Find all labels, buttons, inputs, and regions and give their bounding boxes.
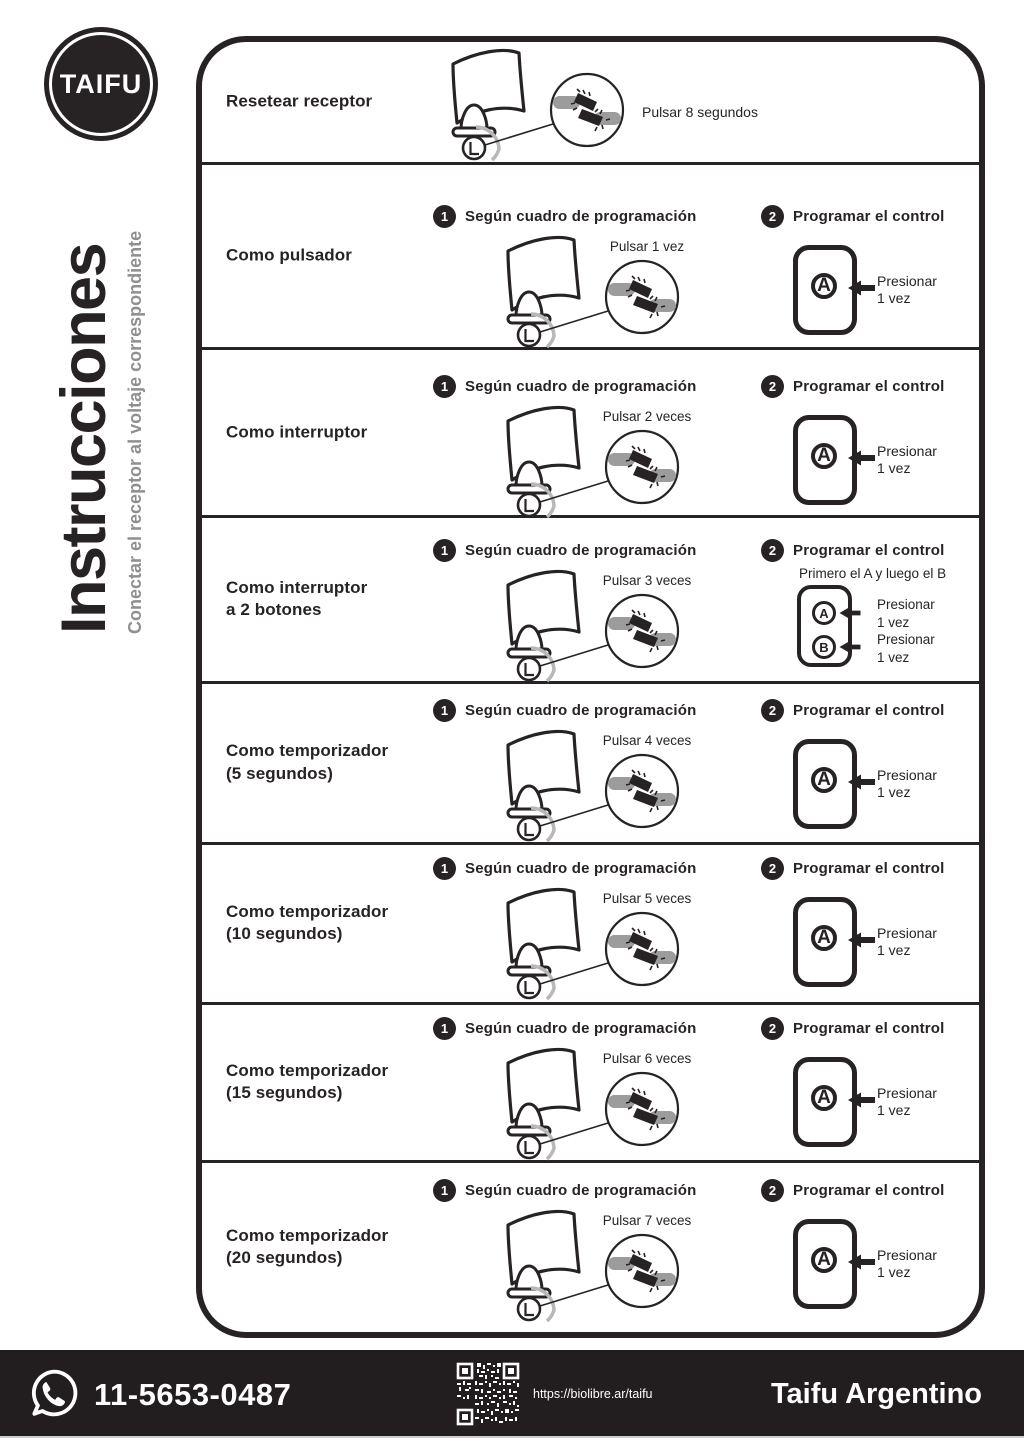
row-temporizador-20s bbox=[202, 1163, 979, 1332]
step-2-heading: 2 Programar el control bbox=[761, 699, 945, 722]
row-resetear-receptor bbox=[202, 42, 979, 165]
row-temporizador-5s bbox=[202, 684, 979, 845]
step-1-heading: 1 Según cuadro de programación bbox=[433, 205, 696, 228]
button-b: B bbox=[812, 635, 836, 659]
pulsar-label: Pulsar 2 veces bbox=[602, 409, 692, 424]
step-1-heading: 1 Según cuadro de programación bbox=[433, 1017, 696, 1040]
press-arrow-icon bbox=[848, 1091, 875, 1109]
press-label: Presionar 1 vez bbox=[877, 1085, 937, 1118]
remote-illustration bbox=[793, 1057, 993, 1152]
qr-code bbox=[455, 1361, 521, 1427]
receiver-illustration bbox=[502, 405, 682, 520]
press-label: Presionar 1 vez bbox=[877, 767, 937, 800]
step-1-badge: 1 bbox=[433, 375, 456, 398]
row-como-interruptor-2-botones bbox=[202, 518, 979, 684]
step-2-badge: 2 bbox=[761, 205, 784, 228]
step-2-badge: 2 bbox=[761, 1179, 784, 1202]
press-arrow-icon bbox=[837, 606, 863, 620]
reset-caption: Pulsar 8 segundos bbox=[642, 104, 758, 120]
press-arrow-icon bbox=[848, 279, 875, 297]
remote-control bbox=[793, 415, 857, 505]
row-title: Como interruptor a 2 botones bbox=[226, 577, 368, 620]
step-2-badge: 2 bbox=[761, 375, 784, 398]
press-arrow-icon bbox=[837, 640, 863, 654]
step-1-heading: 1 Según cuadro de programación bbox=[433, 1179, 696, 1202]
page-title: Instrucciones bbox=[49, 243, 119, 634]
pulsar-label: Pulsar 5 veces bbox=[602, 891, 692, 906]
press-label: Presionar 1 vez bbox=[877, 443, 937, 476]
remote-control bbox=[793, 739, 857, 829]
taifu-logo bbox=[44, 27, 158, 141]
receiver-illustration bbox=[502, 1209, 682, 1324]
button-a: A bbox=[811, 443, 837, 469]
press-label: Presionar 1 vez Presionar 1 vez bbox=[877, 597, 935, 665]
remote-control bbox=[797, 585, 852, 667]
remote-illustration bbox=[793, 739, 993, 834]
step-1-badge: 1 bbox=[433, 1179, 456, 1202]
step-1-badge: 1 bbox=[433, 699, 456, 722]
footer-bar bbox=[0, 1350, 1024, 1438]
step-1-heading: 1 Según cuadro de programación bbox=[433, 857, 696, 880]
row-temporizador-15s bbox=[202, 1005, 979, 1163]
row-title: Como temporizador (10 segundos) bbox=[226, 901, 389, 944]
remote-illustration bbox=[793, 1219, 993, 1314]
row-title: Como temporizador (5 segundos) bbox=[226, 741, 389, 783]
remote-control bbox=[793, 1057, 857, 1147]
pulsar-label: Pulsar 4 veces bbox=[602, 733, 692, 748]
ab-order-note: Primero el A y luego el B bbox=[799, 566, 947, 581]
pulsar-label: Pulsar 1 vez bbox=[609, 239, 685, 254]
remote-illustration-two-buttons bbox=[797, 585, 1017, 675]
receiver-illustration bbox=[502, 235, 682, 350]
row-title: Como temporizador (15 segundos) bbox=[226, 1060, 389, 1103]
row-temporizador-10s bbox=[202, 845, 979, 1005]
row-title: Resetear receptor bbox=[226, 91, 373, 111]
button-a: A bbox=[812, 601, 836, 625]
receiver-illustration bbox=[502, 1047, 682, 1162]
logo-text: TAIFU bbox=[59, 68, 143, 99]
remote-control bbox=[793, 245, 857, 335]
pulsar-label: Pulsar 6 veces bbox=[602, 1051, 692, 1066]
receiver-illustration bbox=[447, 48, 627, 163]
row-title: Como pulsador bbox=[226, 245, 352, 265]
remote-control bbox=[793, 897, 857, 987]
button-a: A bbox=[811, 767, 837, 793]
step-2-heading: 2 Programar el control bbox=[761, 205, 945, 228]
receiver-illustration bbox=[502, 887, 682, 1002]
step-2-heading: 2 Programar el control bbox=[761, 375, 945, 398]
step-2-heading: 2 Programar el control bbox=[761, 539, 945, 562]
remote-control bbox=[793, 1219, 857, 1309]
row-title: Como interruptor bbox=[226, 422, 368, 442]
step-2-heading: 2 Programar el control bbox=[761, 1017, 945, 1040]
step-2-badge: 2 bbox=[761, 539, 784, 562]
button-a: A bbox=[811, 1247, 837, 1273]
phone-number: 11-5653-0487 bbox=[94, 1377, 292, 1412]
footer-brand: Taifu Argentino bbox=[770, 1378, 982, 1410]
step-2-badge: 2 bbox=[761, 699, 784, 722]
pulsar-label: Pulsar 7 veces bbox=[602, 1213, 692, 1228]
button-a: A bbox=[811, 1085, 837, 1111]
step-1-heading: 1 Según cuadro de programación bbox=[433, 699, 696, 722]
step-2-badge: 2 bbox=[761, 857, 784, 880]
row-como-interruptor bbox=[202, 350, 979, 518]
remote-illustration bbox=[793, 245, 993, 340]
pulsar-label: Pulsar 3 veces bbox=[602, 573, 692, 588]
step-1-heading: 1 Según cuadro de programación bbox=[433, 539, 696, 562]
press-arrow-icon bbox=[848, 1253, 875, 1271]
row-como-pulsador bbox=[202, 165, 979, 350]
button-a: A bbox=[811, 925, 837, 951]
press-arrow-icon bbox=[848, 773, 875, 791]
step-2-heading: 2 Programar el control bbox=[761, 857, 945, 880]
row-title: Como temporizador (20 segundos) bbox=[226, 1225, 389, 1268]
step-1-badge: 1 bbox=[433, 205, 456, 228]
remote-illustration bbox=[793, 897, 993, 992]
remote-illustration bbox=[793, 415, 993, 510]
step-1-badge: 1 bbox=[433, 539, 456, 562]
page-subtitle: Conectar el receptor al voltaje correspondiente bbox=[125, 230, 145, 634]
step-1-badge: 1 bbox=[433, 1017, 456, 1040]
press-label: Presionar 1 vez bbox=[877, 925, 937, 958]
press-arrow-icon bbox=[848, 931, 875, 949]
instructions-panel bbox=[196, 36, 985, 1338]
step-1-heading: 1 Según cuadro de programación bbox=[433, 375, 696, 398]
step-1-badge: 1 bbox=[433, 857, 456, 880]
button-a: A bbox=[811, 273, 837, 299]
footer-url: https://biolibre.ar/taifu bbox=[533, 1387, 653, 1401]
press-label: Presionar 1 vez bbox=[877, 273, 937, 306]
step-2-badge: 2 bbox=[761, 1017, 784, 1040]
receiver-illustration bbox=[502, 569, 682, 684]
step-2-heading: 2 Programar el control bbox=[761, 1179, 945, 1202]
press-label: Presionar 1 vez bbox=[877, 1247, 937, 1280]
receiver-illustration bbox=[502, 729, 682, 844]
whatsapp-icon bbox=[27, 1366, 81, 1420]
press-arrow-icon bbox=[848, 449, 875, 467]
